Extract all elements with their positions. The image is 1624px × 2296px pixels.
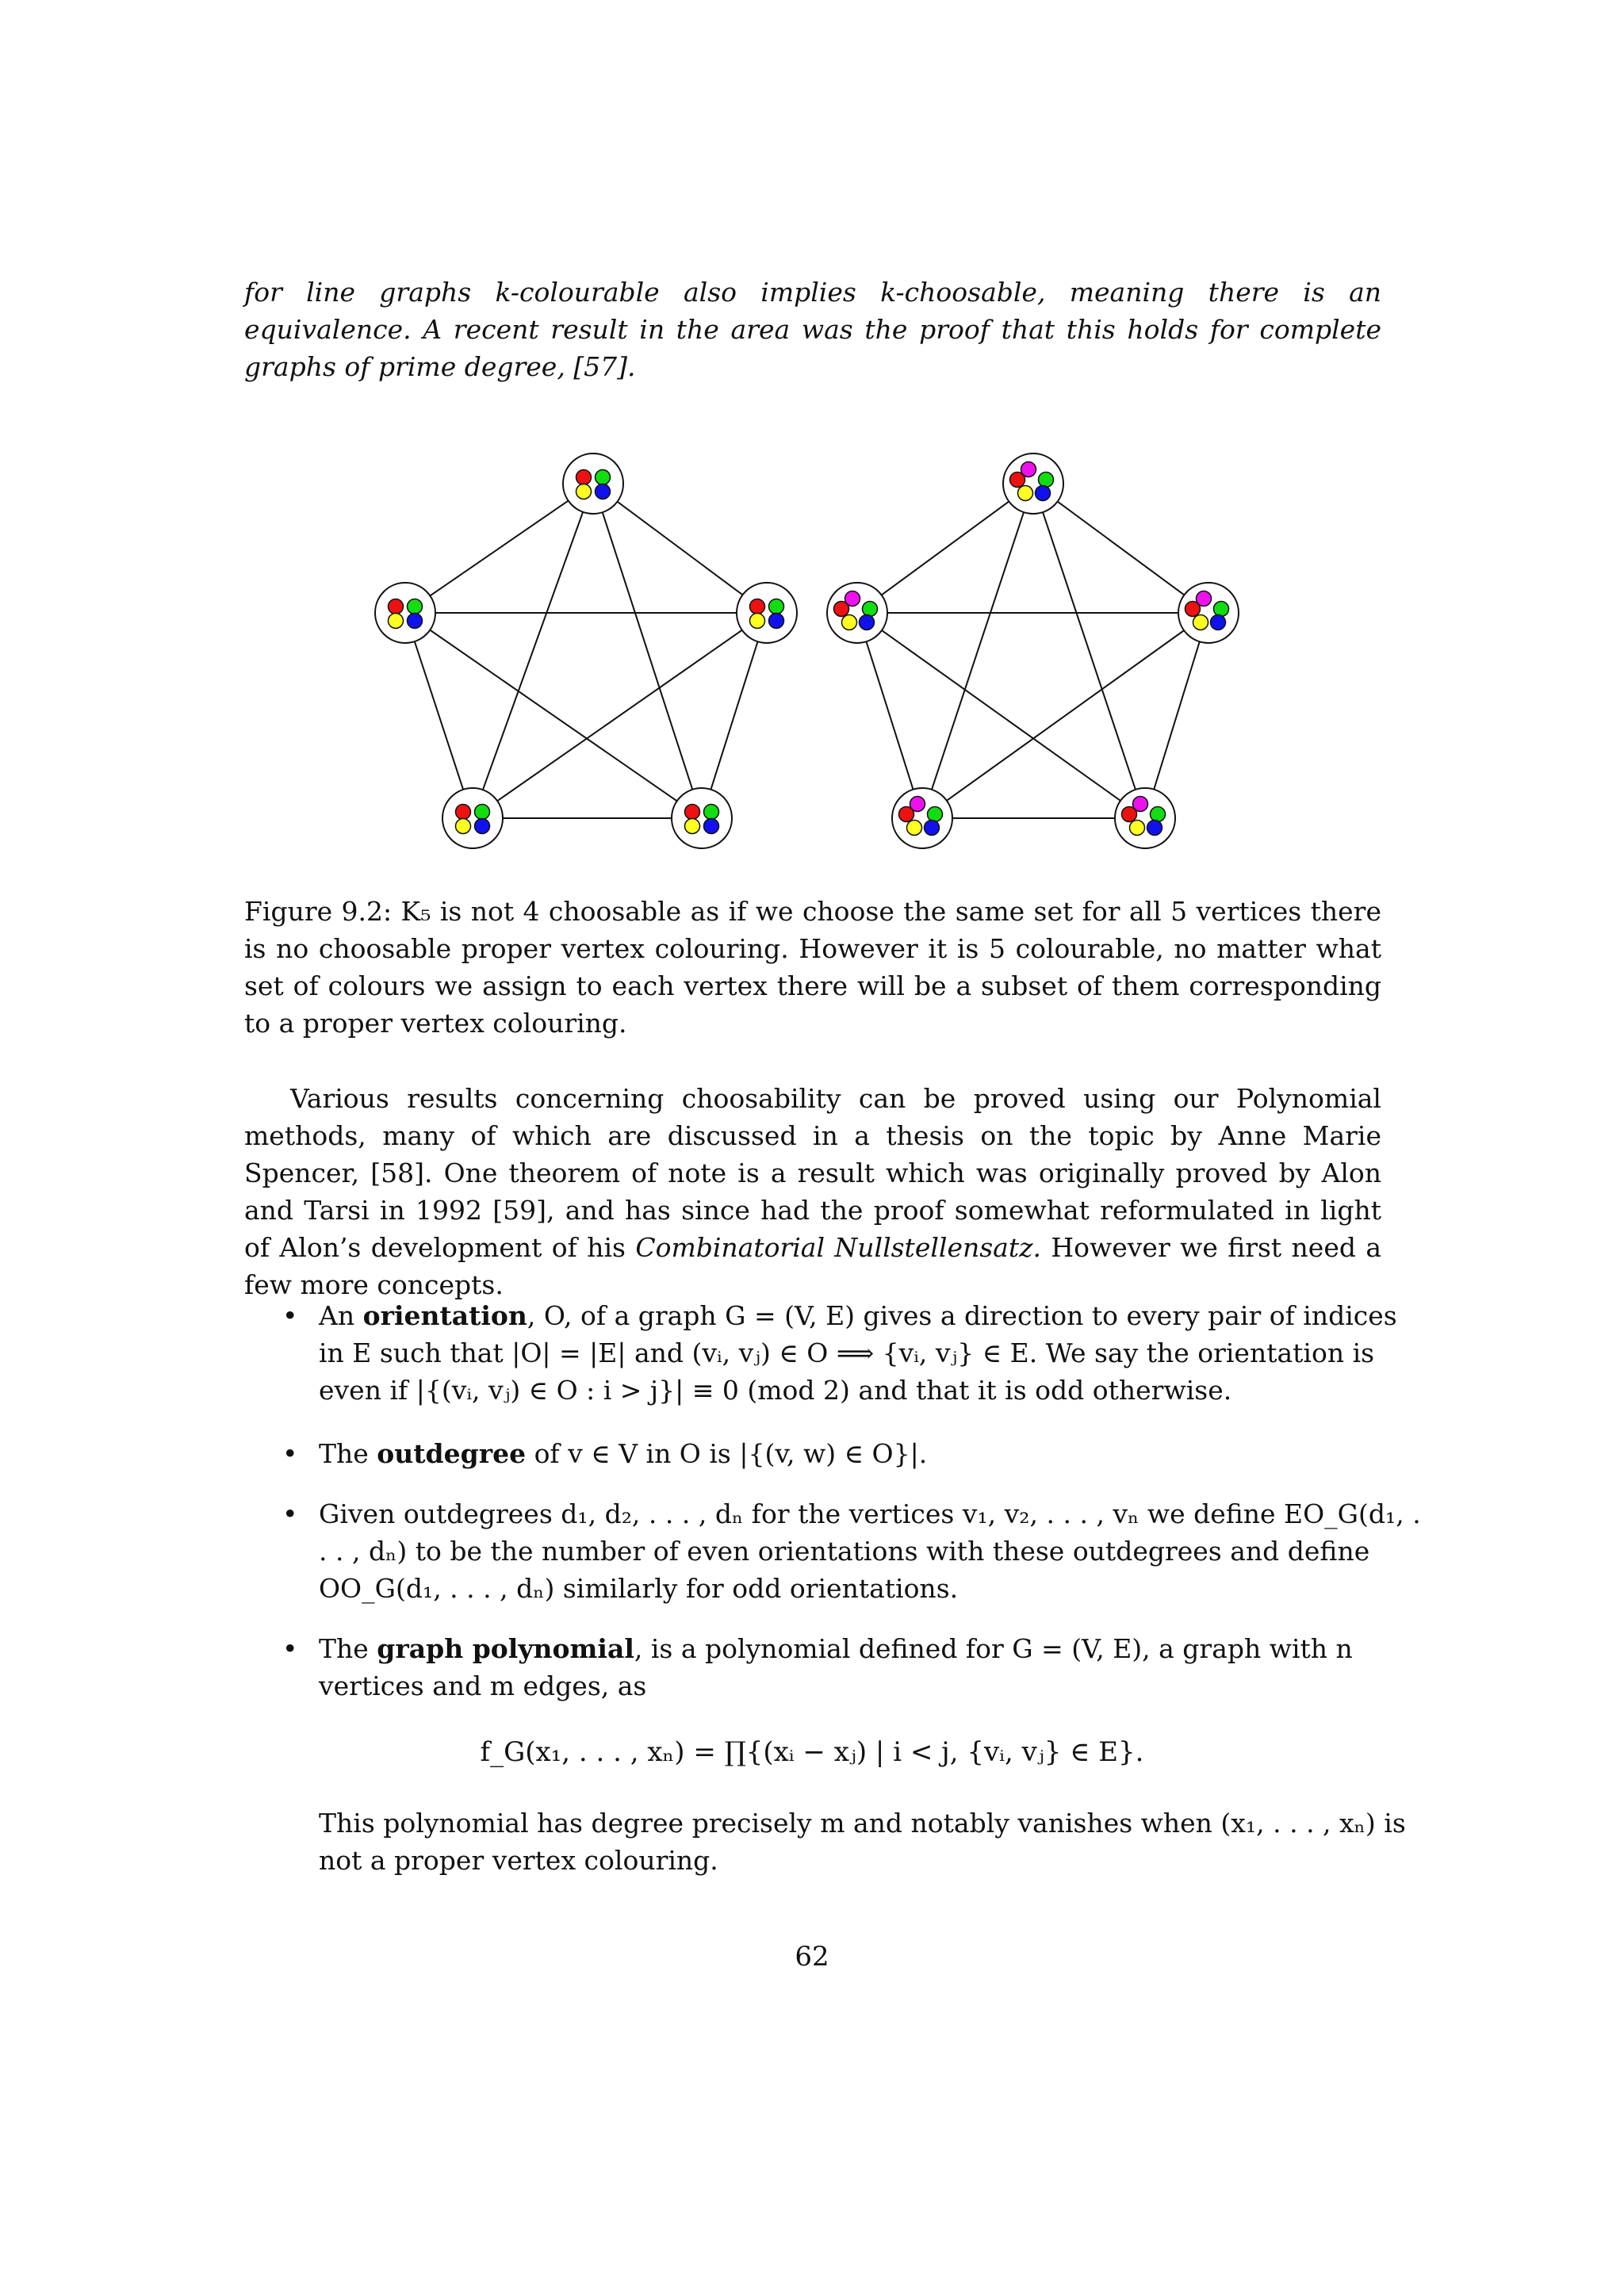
- colour-dot-green: [408, 599, 423, 614]
- body-text-before: Various results concerning choosability can be proved using our Polynomial methods, many of which are discussed in a thesis on the topic by Anne Marie Spencer, [58]. One theorem of note is a result which was originally proved by Alon and Tarsi in 1992 [59], and has since had the proof somewhat reformulated in light of Alon’s development of his: [244, 1083, 1381, 1263]
- colour-dot-magenta: [1021, 462, 1036, 477]
- term-orientation: orientation: [362, 1300, 527, 1331]
- colour-dot-blue: [1147, 821, 1162, 836]
- bullet-dot: •: [282, 1633, 298, 1664]
- bullet-dot: •: [282, 1498, 298, 1529]
- colour-dot-green: [863, 602, 878, 617]
- intro-paragraph: for line graphs k-colourable also implies k-choosable, meaning there is an equivalence. A recent result in the area was the proof that this holds for complete graphs of prime degree, [57].: [244, 277, 1381, 382]
- colour-dot-yellow: [750, 614, 765, 629]
- colour-dot-blue: [1211, 615, 1226, 630]
- vertex-circle: [442, 788, 503, 848]
- colour-dot-green: [928, 807, 943, 822]
- colour-dot-green: [704, 805, 719, 820]
- vertex-circle: [563, 453, 623, 514]
- body-paragraph: [244, 1080, 1381, 1303]
- colour-dot-yellow: [907, 821, 922, 836]
- left-vertex-5: [672, 788, 732, 848]
- colour-dot-magenta: [1133, 797, 1148, 812]
- colour-dot-blue: [1036, 486, 1051, 501]
- colour-dot-yellow: [389, 614, 404, 629]
- caption-label: Figure 9.2:: [244, 896, 393, 927]
- colour-dot-blue: [408, 614, 423, 629]
- colour-dot-green: [475, 805, 490, 820]
- bullet-text: Given outdegrees d₁, d₂, . . . , dₙ for the vertices v₁, v₂, . . . , vₙ we define EO_G(d₁, . . . , dₙ) to be the number of even orientations with these outdegrees and define OO_G(d₁, . . . , dₙ) similarly for odd orientations.: [319, 1498, 1421, 1604]
- colour-dot-blue: [596, 484, 611, 499]
- left-graph-edges: [405, 484, 767, 818]
- k5-figure: [365, 444, 1253, 856]
- bullet-text: The graph polynomial, is a polynomial defined for G = (V, E), a graph with n vertices and m edges, as: [319, 1633, 1353, 1701]
- vertex-circle: [375, 583, 435, 643]
- colour-dot-magenta: [845, 591, 860, 607]
- left-vertex-4: [442, 788, 503, 848]
- colour-dot-red: [576, 470, 592, 485]
- colour-dot-green: [596, 470, 611, 485]
- left-vertex-3: [737, 583, 797, 643]
- colour-dot-yellow: [685, 819, 700, 834]
- colour-dot-red: [685, 805, 700, 820]
- right-vertex-1: [1003, 453, 1063, 514]
- colour-dot-blue: [860, 615, 875, 630]
- colour-dot-green: [769, 599, 784, 614]
- right-k5-graph: [827, 453, 1239, 848]
- figure-caption: [244, 893, 1381, 1042]
- colour-dot-blue: [925, 821, 940, 836]
- colour-dot-yellow: [1193, 615, 1208, 630]
- left-vertex-1: [563, 453, 623, 514]
- bullet-outdegree: [282, 1435, 1427, 1472]
- left-vertex-2: [375, 583, 435, 643]
- bullet-dot: •: [282, 1300, 298, 1331]
- bullet-text: The outdegree of v ∈ V in O is |{(v, w) ∈ O}|.: [319, 1438, 928, 1469]
- colour-dot-blue: [475, 819, 490, 834]
- bullet-orientation: [282, 1297, 1427, 1409]
- colour-dot-magenta: [910, 797, 925, 812]
- colour-dot-green: [1214, 602, 1229, 617]
- colour-dot-green: [1039, 473, 1054, 488]
- left-k5-graph: [375, 453, 797, 848]
- body-text-after: However we first need a few more concepts.: [244, 1232, 1382, 1300]
- colour-dot-yellow: [576, 484, 592, 499]
- colour-dot-red: [456, 805, 471, 820]
- term-outdegree: outdegree: [377, 1438, 527, 1469]
- vertex-circle: [737, 583, 797, 643]
- colour-dot-yellow: [1130, 821, 1145, 836]
- right-vertex-3: [1178, 583, 1239, 643]
- colour-dot-red: [750, 599, 765, 614]
- bullet-dot: •: [282, 1438, 298, 1469]
- term-graph-polynomial: graph polynomial: [377, 1633, 634, 1664]
- colour-dot-red: [389, 599, 404, 614]
- right-vertex-5: [1115, 788, 1175, 848]
- colour-dot-yellow: [456, 819, 471, 834]
- bullet-even-odd-orientations: [282, 1495, 1427, 1607]
- vertex-circle: [672, 788, 732, 848]
- formula-followup: [285, 1804, 1427, 1879]
- followup-text: This polynomial has degree precisely m and notably vanishes when (x₁, . . . , xₙ) is not a proper vertex colouring.: [319, 1808, 1406, 1876]
- right-vertex-4: [892, 788, 952, 848]
- right-vertex-2: [827, 583, 887, 643]
- colour-dot-magenta: [1197, 591, 1212, 607]
- right-graph-edges: [857, 484, 1208, 818]
- colour-dot-blue: [704, 819, 719, 834]
- body-emphasis: Combinatorial Nullstellensatz.: [635, 1232, 1041, 1263]
- graph-polynomial-formula: f_G(x₁, . . . , xₙ) = ∏{(xᵢ − xⱼ) | i < j, {vᵢ, vⱼ} ∈ E}.: [480, 1736, 1144, 1768]
- colour-dot-yellow: [1018, 486, 1033, 501]
- page-number: 62: [795, 1941, 829, 1973]
- bullet-text: An orientation, O, of a graph G = (V, E) gives a direction to every pair of indices in E such that |O| = |E| and (vᵢ, vⱼ) ∈ O ⟹ {vᵢ, vⱼ} ∈ E. We say the orientation is even if |{(vᵢ, vⱼ) ∈ O : i > j}| ≡ 0 (mod 2) and that it is odd otherwise.: [319, 1300, 1397, 1406]
- colour-dot-yellow: [842, 615, 857, 630]
- colour-dot-blue: [769, 614, 784, 629]
- bullet-graph-polynomial: [282, 1630, 1427, 1705]
- caption-text: K₅ is not 4 choosable as if we choose the same set for all 5 vertices there is no choosable proper vertex colouring. However it is 5 colourable, no matter what set of colours we assign to each vertex there will be a subset of them corresponding to a proper vertex colouring.: [244, 896, 1381, 1039]
- colour-dot-green: [1151, 807, 1166, 822]
